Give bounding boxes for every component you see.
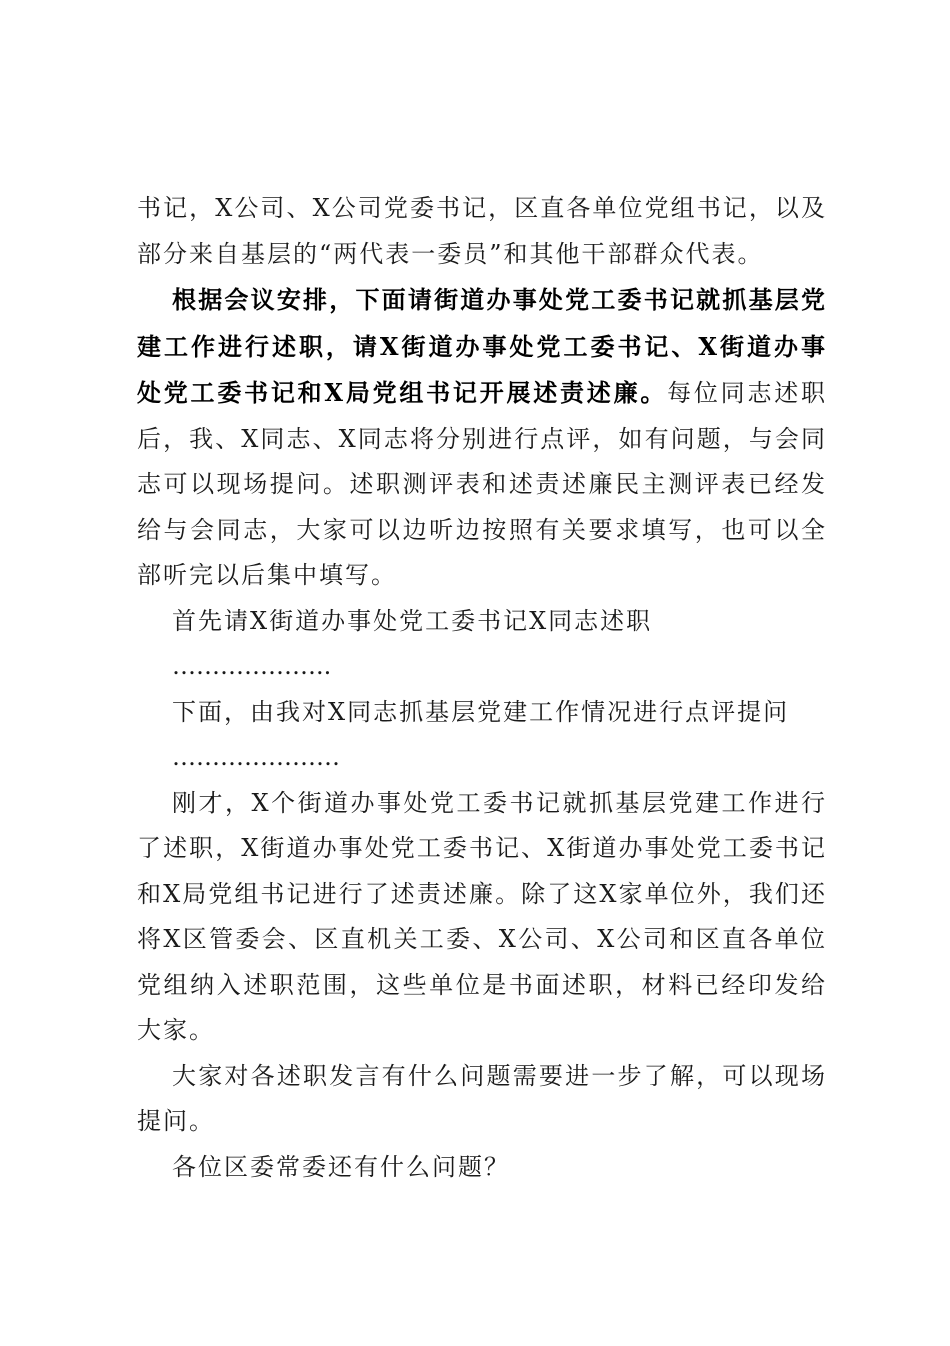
paragraph-arrangement-bold: 根据会议安排，下面请街道办事处党工委书记就抓基层党建工作进行述职，请X街道办事处党工委书记、X街道办事处党工委书记和X局党组书记开展述责述廉。 [137,285,827,407]
paragraph-arrangement [137,277,827,599]
paragraph-attendees: 书记，X公司、X公司党委书记，区直各单位党组书记，以及部分来自基层的“两代表一委员”和其他干部群众代表。 [137,194,827,268]
paragraph-questions: 大家对各述职发言有什么问题需要进一步了解，可以现场提问。 [137,1061,827,1135]
paragraph-review: 下面，由我对X同志抓基层党建工作情况进行点评提问 [172,697,790,726]
paragraph-arrangement-rest: 每位同志述职后，我、X同志、X同志将分别进行点评，如有问题，与会同志可以现场提问。述职测评表和述责述廉民主测评表已经发给与会同志，大家可以边听边按照有关要求填写，也可以全部听完以后集中填写。 [137,379,827,589]
ellipsis-line: ………………… [172,743,340,771]
ellipsis-line: ……………….. [172,652,332,680]
paragraph-committee-question: 各位区委常委还有什么问题？ [172,1152,510,1181]
paragraph-summary: 刚才，X个街道办事处党工委书记就抓基层党建工作进行了述职，X街道办事处党工委书记、X街道办事处党工委书记和X局党组书记进行了述责述廉。除了这X家单位外，我们还将X区管委会、区直机关工委、X公司、X公司和区直各单位党组纳入述职范围，这些单位是书面述职，材料已经印发给大家。 [137,788,827,1044]
document-body [137,186,827,1190]
paragraph-first-report: 首先请X街道办事处党工委书记X同志述职 [172,606,653,635]
